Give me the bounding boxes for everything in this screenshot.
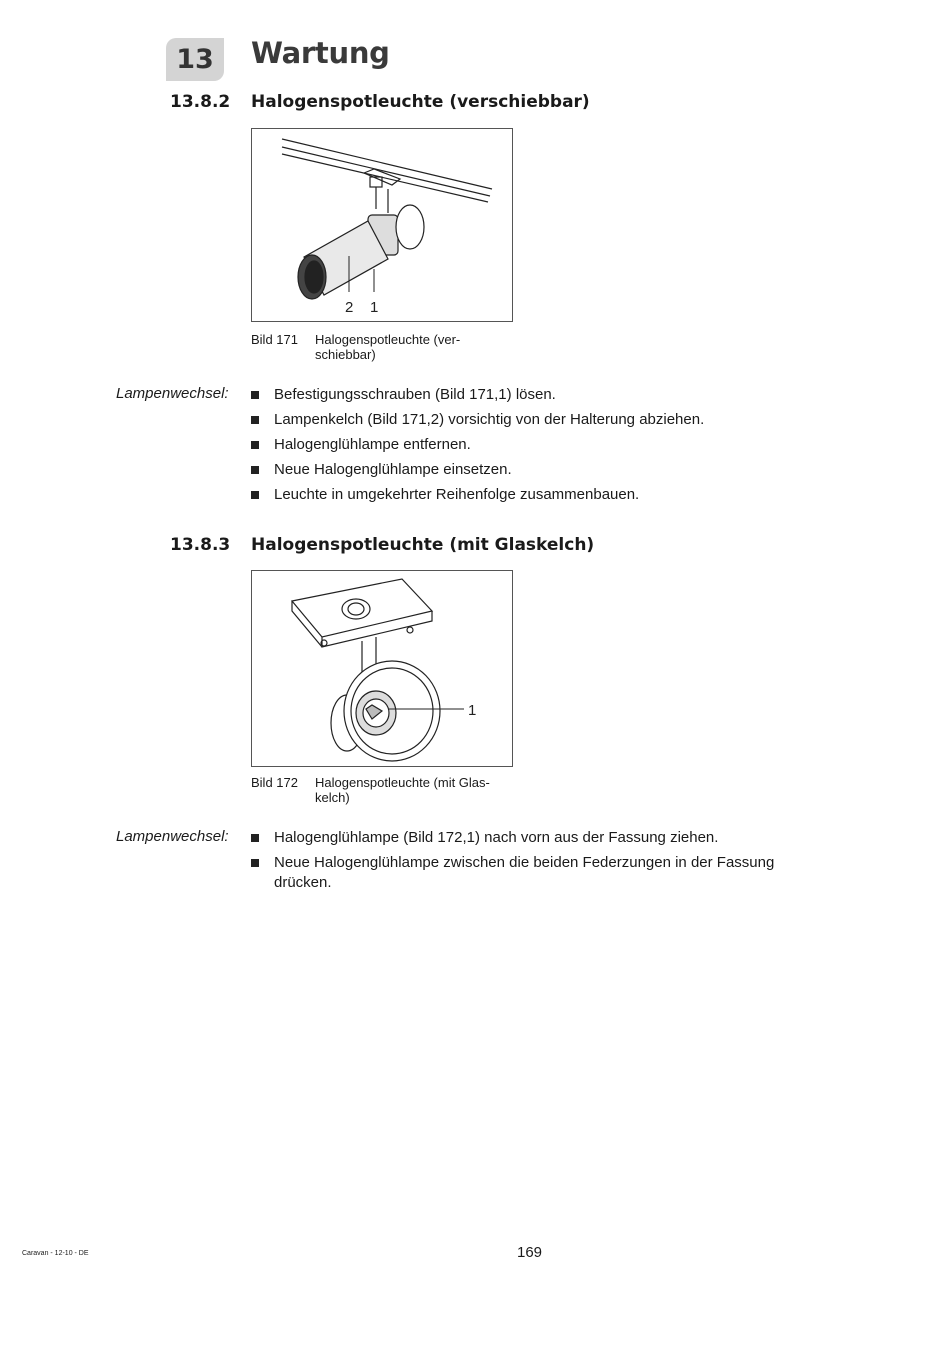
figure-caption-number: Bild 172	[251, 775, 298, 790]
callout-1: 1	[468, 702, 477, 719]
document-reference: Caravan - 12-10 - DE	[22, 1250, 89, 1257]
steps-list	[251, 385, 811, 510]
bullet-square-icon	[251, 859, 259, 867]
bullet-square-icon	[251, 466, 259, 474]
figure-spotlight-sliding	[251, 128, 513, 322]
bullet-square-icon	[251, 491, 259, 499]
chapter-title: Wartung	[251, 36, 390, 70]
list-item: Halogenglühlampe (Bild 172,1) nach vorn aus der Fassung ziehen.	[251, 828, 791, 848]
figure-caption-text: Halogenspotleuchte (mit Glas- kelch)	[315, 775, 490, 805]
figure-caption-number: Bild 171	[251, 332, 298, 347]
bullet-square-icon	[251, 416, 259, 424]
list-item: Leuchte in umgekehrter Reihenfolge zusammenbauen.	[251, 485, 811, 505]
lampenwechsel-label: Lampenwechsel:	[116, 828, 229, 845]
section-number: 13.8.3	[170, 535, 231, 555]
callout-2: 2	[345, 299, 354, 316]
bullet-square-icon	[251, 441, 259, 449]
figure-caption-text: Halogenspotleuchte (ver- schiebbar)	[315, 332, 461, 362]
list-item: Neue Halogenglühlampe einsetzen.	[251, 460, 811, 480]
page-number: 169	[517, 1244, 543, 1261]
section-number: 13.8.2	[170, 92, 231, 112]
steps-list	[251, 828, 791, 898]
callout-1: 1	[370, 299, 379, 316]
spotlight-sliding-illustration	[252, 129, 512, 321]
list-item: Halogenglühlampe entfernen.	[251, 435, 811, 455]
section-title: Halogenspotleuchte (verschiebbar)	[251, 92, 590, 112]
spotlight-glass-illustration	[252, 571, 512, 766]
figure-spotlight-glass	[251, 570, 513, 767]
bullet-square-icon	[251, 834, 259, 842]
list-item: Lampenkelch (Bild 171,2) vorsichtig von der Halterung abziehen.	[251, 410, 811, 430]
lampenwechsel-label: Lampenwechsel:	[116, 385, 229, 402]
bullet-square-icon	[251, 391, 259, 399]
list-item: Neue Halogenglühlampe zwischen die beiden Federzungen in der Fassung drücken.	[251, 853, 791, 893]
section-title: Halogenspotleuchte (mit Glaskelch)	[251, 535, 595, 555]
chapter-number-badge: 13	[166, 38, 224, 81]
list-item: Befestigungsschrauben (Bild 171,1) lösen.	[251, 385, 811, 405]
